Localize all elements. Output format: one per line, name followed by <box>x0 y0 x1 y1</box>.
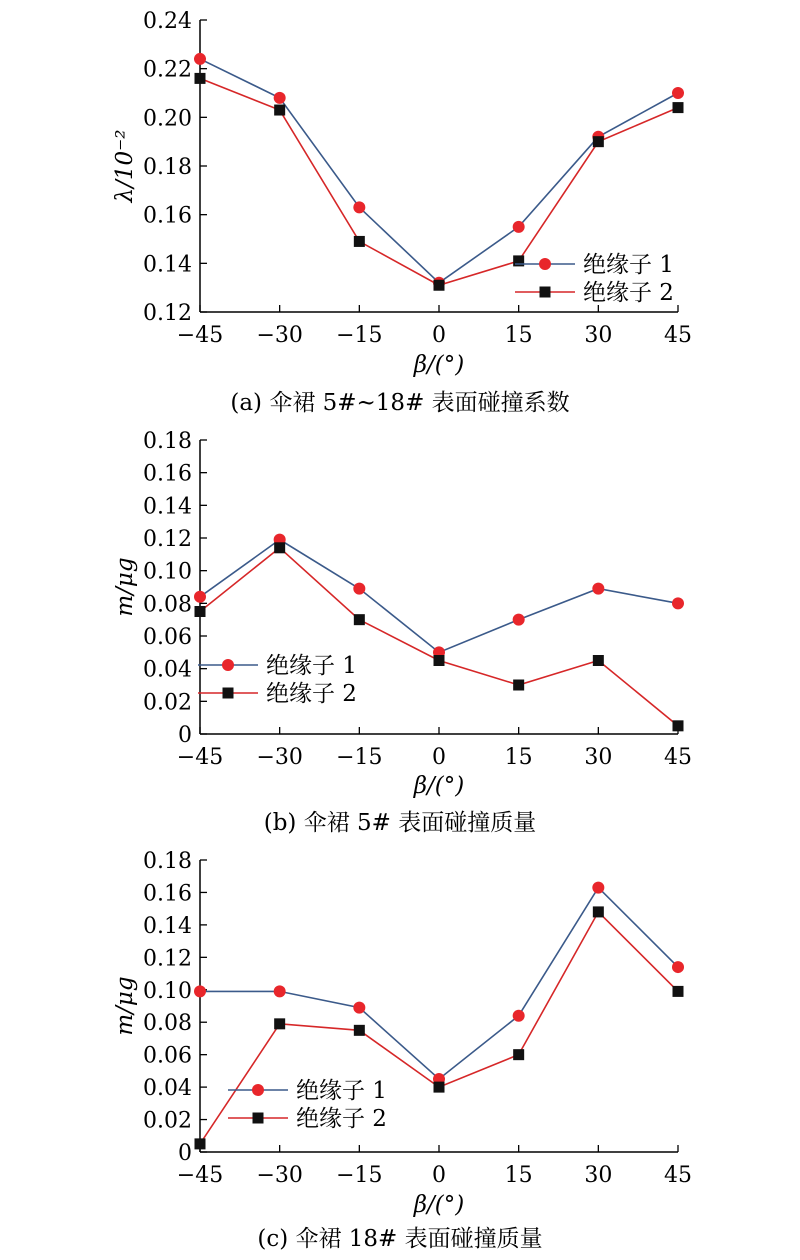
data-point-series-1 <box>274 92 286 104</box>
data-point-series-2 <box>195 606 206 617</box>
y-tick-label: 0.12 <box>143 527 192 552</box>
x-axis-label: β/(°) <box>413 352 465 378</box>
y-tick-label: 0.04 <box>143 657 192 683</box>
x-tick-label: 30 <box>584 745 613 770</box>
y-tick-label: 0.14 <box>143 252 192 278</box>
chart-panel-2 <box>112 429 692 836</box>
data-point-series-1 <box>274 985 286 997</box>
y-tick-label: 0.10 <box>143 559 192 585</box>
y-tick-label: 0.22 <box>143 57 192 83</box>
y-tick-label: 0.12 <box>143 946 192 972</box>
data-point-series-1 <box>194 985 206 997</box>
legend-label-2: 绝缘子 2 <box>266 681 357 707</box>
data-point-series-2 <box>593 655 604 666</box>
y-tick-label: 0 <box>178 1141 192 1166</box>
y-tick-label: 0.18 <box>143 155 192 180</box>
data-point-series-1 <box>672 961 684 973</box>
x-tick-label: 45 <box>664 1163 692 1188</box>
x-tick-label: 15 <box>504 745 533 770</box>
series-line-1 <box>200 888 678 1079</box>
legend-marker-2 <box>223 688 234 699</box>
y-axis-label: m/μg <box>112 557 138 617</box>
data-point-series-2 <box>673 102 684 113</box>
legend-label-1: 绝缘子 1 <box>266 653 357 679</box>
chart-panel-1 <box>112 9 692 416</box>
x-tick-label: −15 <box>336 323 383 348</box>
y-axis-label: λ/10⁻² <box>112 129 138 203</box>
y-tick-label: 0.02 <box>143 1108 192 1134</box>
legend-marker-1 <box>222 659 234 671</box>
legend-marker-1 <box>539 258 551 270</box>
data-point-series-1 <box>513 614 525 626</box>
legend-label-2: 绝缘子 2 <box>296 1106 387 1132</box>
x-tick-label: −30 <box>256 323 303 348</box>
x-tick-label: 0 <box>432 745 446 770</box>
data-point-series-1 <box>592 882 604 894</box>
legend-marker-2 <box>253 1113 264 1124</box>
series-line-1 <box>200 59 678 283</box>
x-tick-label: −15 <box>336 1163 383 1188</box>
data-point-series-2 <box>673 986 684 997</box>
data-point-series-2 <box>593 136 604 147</box>
legend <box>198 653 357 707</box>
data-point-series-1 <box>353 1002 365 1014</box>
y-tick-label: 0.08 <box>143 592 192 618</box>
x-tick-label: −45 <box>176 323 224 348</box>
data-point-series-2 <box>513 1049 524 1060</box>
chart-panel-3 <box>112 849 692 1252</box>
series-line-1 <box>200 540 678 653</box>
data-point-series-1 <box>672 597 684 609</box>
y-tick-label: 0.16 <box>143 881 192 907</box>
y-tick-label: 0.18 <box>143 849 192 874</box>
y-tick-label: 0.12 <box>143 301 192 326</box>
y-tick-label: 0.02 <box>143 690 192 716</box>
legend <box>515 252 674 306</box>
y-tick-label: 0.18 <box>143 429 192 454</box>
data-point-series-2 <box>274 542 285 553</box>
data-point-series-1 <box>592 583 604 595</box>
data-point-series-1 <box>194 53 206 65</box>
y-tick-label: 0.24 <box>143 9 192 34</box>
data-point-series-2 <box>354 236 365 247</box>
x-tick-label: −30 <box>256 1163 303 1188</box>
x-axis-label: β/(°) <box>413 1192 465 1218</box>
x-tick-label: 15 <box>504 1163 533 1188</box>
x-tick-label: −45 <box>176 745 224 770</box>
y-tick-label: 0.16 <box>143 461 192 487</box>
x-tick-label: 0 <box>432 1163 446 1188</box>
y-axis-label: m/μg <box>112 976 138 1036</box>
data-point-series-2 <box>354 614 365 625</box>
y-tick-label: 0.14 <box>143 913 192 939</box>
data-point-series-1 <box>353 201 365 213</box>
x-tick-label: −45 <box>176 1163 224 1188</box>
x-tick-label: 30 <box>584 323 613 348</box>
data-point-series-2 <box>434 655 445 666</box>
chart-caption: (a) 伞裙 5#~18# 表面碰撞系数 <box>230 390 570 416</box>
chart-caption: (b) 伞裙 5# 表面碰撞质量 <box>263 810 537 836</box>
data-point-series-2 <box>274 105 285 116</box>
data-point-series-2 <box>434 1082 445 1093</box>
data-point-series-2 <box>274 1018 285 1029</box>
legend-label-1: 绝缘子 1 <box>583 252 674 278</box>
data-point-series-1 <box>513 1010 525 1022</box>
x-tick-label: −15 <box>336 745 383 770</box>
data-point-series-2 <box>354 1025 365 1036</box>
x-tick-label: 15 <box>504 323 533 348</box>
y-tick-label: 0.08 <box>143 1011 192 1037</box>
data-point-series-1 <box>672 87 684 99</box>
series-line-2 <box>200 912 678 1144</box>
y-tick-label: 0.20 <box>143 106 192 132</box>
data-point-series-1 <box>194 591 206 603</box>
legend-label-2: 绝缘子 2 <box>583 280 674 306</box>
x-tick-label: 0 <box>432 323 446 348</box>
data-point-series-1 <box>513 221 525 233</box>
data-point-series-2 <box>195 73 206 84</box>
x-tick-label: 30 <box>584 1163 613 1188</box>
x-tick-label: −30 <box>256 745 303 770</box>
legend-marker-2 <box>540 287 551 298</box>
y-tick-label: 0.16 <box>143 203 192 229</box>
y-tick-label: 0.04 <box>143 1076 192 1102</box>
x-tick-label: 45 <box>664 323 692 348</box>
legend-label-1: 绝缘子 1 <box>296 1078 387 1104</box>
data-point-series-2 <box>673 720 684 731</box>
chart-caption: (c) 伞裙 18# 表面碰撞质量 <box>257 1226 543 1252</box>
y-tick-label: 0.06 <box>143 1043 192 1069</box>
x-tick-label: 45 <box>664 745 692 770</box>
data-point-series-2 <box>434 280 445 291</box>
y-tick-label: 0.10 <box>143 978 192 1004</box>
data-point-series-2 <box>195 1138 206 1149</box>
data-point-series-1 <box>353 583 365 595</box>
legend-marker-1 <box>252 1084 264 1096</box>
legend <box>228 1078 387 1132</box>
data-point-series-2 <box>593 906 604 917</box>
y-tick-label: 0.14 <box>143 494 192 520</box>
data-point-series-2 <box>513 680 524 691</box>
y-tick-label: 0.06 <box>143 625 192 650</box>
y-tick-label: 0 <box>178 723 192 748</box>
x-axis-label: β/(°) <box>413 773 465 799</box>
